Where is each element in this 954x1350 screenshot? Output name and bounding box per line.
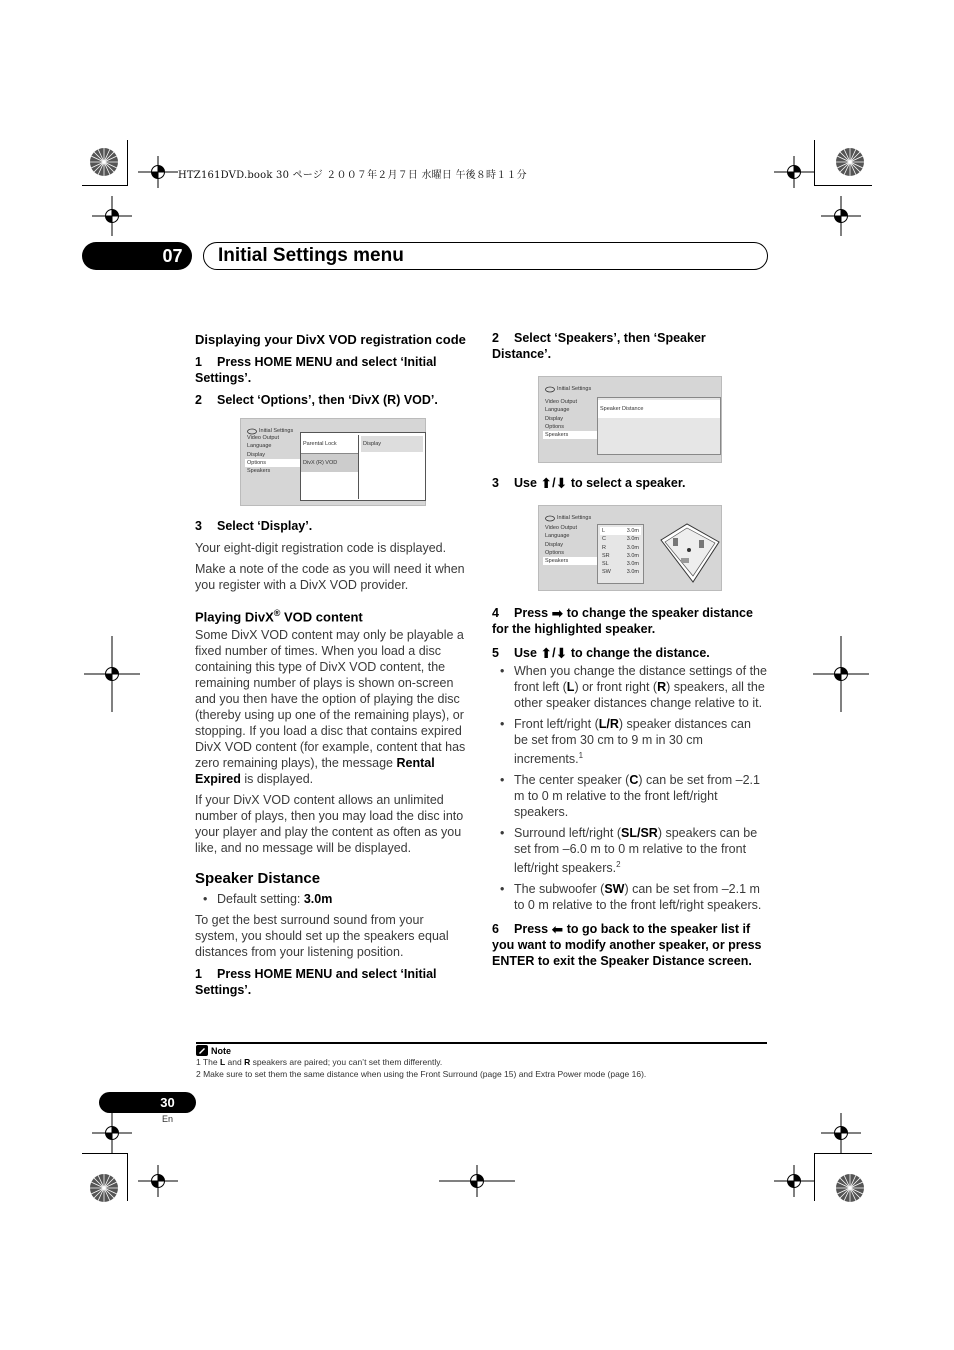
menu-item: Language [247,443,272,450]
step-text: Press HOME MENU and select ‘Initial Settings’. [195,967,437,998]
registration-mark [92,196,132,236]
key-label: L [219,1057,226,1067]
registration-mark [813,636,869,712]
key-label: SR [640,826,658,841]
speaker-distance-heading: Speaker Distance [195,870,321,888]
text: ) speakers, all the other speaker distances change relative to it. [514,680,765,710]
crop-line [814,1153,872,1154]
page-number: 30 [160,1095,175,1110]
speaker-row [600,560,641,568]
heading-text: Playing DivX [195,609,274,625]
menu-item: Language [545,407,570,414]
list-item [492,772,768,820]
speaker-row [600,568,641,576]
menu-item-selected: Speakers [543,431,601,439]
right-arrow-icon: ➡ [551,605,564,621]
screen-title: Initial Settings [557,515,592,521]
menu-item: Speakers [247,468,271,475]
text: Press [514,606,552,620]
down-arrow-icon: ⬇ [555,475,568,491]
left-arrow-icon: ⬅ [551,921,564,938]
crop-line [814,185,872,186]
step [492,645,768,661]
crop-line [814,1153,815,1201]
speaker-distance-value: 3.0m [626,536,639,543]
text: ) speaker distances can be set from 30 cm to 9 m in 30 cm increments. [514,717,751,767]
text: to go back to the speaker list if you want to modify another speaker, or press ENTER to exit the Speaker Distance screen. [492,922,762,969]
screen-panel [597,397,721,455]
note-pencil-icon [196,1045,208,1056]
speaker-distance-value: 3.0m [626,552,639,559]
paragraph [195,627,470,787]
step [492,921,768,969]
crop-line [814,140,815,186]
registration-mark [138,1165,178,1197]
key-label: R [244,1057,251,1067]
option-item: Parental Lock [301,435,358,454]
footnote-1 [196,1057,442,1067]
note-rule [196,1042,767,1044]
menu-item: Display [545,415,564,422]
registered-mark: ® [273,608,281,618]
step-number: 2 [195,393,202,407]
option-display: Display [361,436,423,452]
speaker-key: SR [602,552,610,559]
settings-screen-speaker-distance [538,505,722,591]
key-label: L [566,680,575,694]
speaker-row [600,527,641,535]
step-number: 2 [492,331,499,345]
list-item [492,716,768,767]
speaker-distance-value: 3.0m [626,528,639,534]
starburst-mark [89,1173,119,1203]
up-arrow-icon: ⬆ [540,475,553,491]
key-label: R [657,680,667,694]
key-label: R [609,717,619,731]
registration-mark [138,156,178,188]
step-text: Select ‘Speakers’, then ‘Speaker Distance’. [492,331,706,361]
registration-mark [439,1165,515,1197]
book-header: HTZ161DVD.book 30 ページ ２００７年２月７日 水曜日 午後８時１１分 [178,170,527,181]
starburst-mark [835,1173,865,1203]
text: and [225,1057,245,1067]
page-title: Initial Settings menu [218,245,404,266]
text: The center speaker ( [514,773,630,788]
step [492,605,768,637]
settings-screen-divx [240,418,426,506]
registration-mark [821,196,861,236]
step [195,518,470,534]
text: ) speakers can be set from –6.0 m to 0 m relative to the front left/right speakers. [514,826,758,876]
list-item [492,663,768,711]
step [195,392,470,408]
registration-mark [774,156,814,188]
text: to change the distance. [567,646,710,660]
speaker-list [597,524,644,584]
up-arrow-icon: ⬆ [540,645,553,661]
text: ) or front right ( [574,680,658,694]
speaker-row [600,535,641,543]
text: Surround left/right ( [514,826,621,841]
text: The subwoofer ( [514,882,605,897]
option-item-selected: Speaker Distance [598,400,720,418]
menu-item: Video Output [247,435,280,441]
page-language: En [162,1114,174,1124]
menu-item: Options [545,423,564,430]
registration-mark [821,1113,861,1153]
crop-line [127,140,128,186]
text: / [552,476,556,490]
text: speakers are paired; you can’t set them differently. [250,1057,443,1067]
menu-item-selected: Speakers [543,557,601,565]
heading-text: VOD content [280,609,363,625]
key-label: SW [604,882,625,897]
footnote-ref: 2 [616,860,621,870]
key-label: L [598,717,607,731]
screen-title: Initial Settings [259,428,294,434]
footnote-2: 2 Make sure to set them the same distance when using the Front Surround (page 15) and Extra Power mode (page 16). [196,1069,647,1079]
screen-menu [245,434,303,475]
speaker-key: R [602,544,606,551]
option-item-selected: DivX (R) VOD [301,454,358,472]
step-number: 3 [492,476,499,490]
starburst-mark [835,147,865,177]
registration-mark [92,1113,132,1153]
list-item [492,881,768,913]
default-value: 3.0m [303,892,333,907]
speaker-distance-value: 3.0m [626,544,639,551]
step-number: 5 [492,646,499,660]
disc-icon [545,386,555,393]
speaker-distance-value: 3.0m [626,569,639,576]
step-number: 6 [492,922,499,937]
left-column [195,331,470,1004]
list-item [492,825,768,876]
step-number: 1 [195,967,202,982]
step-text: Select ‘Options’, then ‘DivX (R) VOD’. [217,393,438,407]
text: / [552,646,556,660]
registration-mark [774,1165,814,1197]
step [195,354,470,386]
list-item [195,891,470,907]
note-label: Note [211,1045,231,1056]
room-diagram-icon [659,520,721,586]
settings-screen-speakers [538,376,722,463]
screen-column [301,435,359,499]
screen-title: Initial Settings [557,386,592,392]
text: is displayed. [240,772,314,787]
step [195,966,470,998]
step-number: 3 [195,519,202,533]
speaker-key: SL [602,561,609,568]
text: When you change the distance settings of the front left ( [514,664,767,694]
text: to change the speaker distance for the highlighted speaker. [492,606,753,636]
paragraph: To get the best surround sound from your system, you should set up the speakers equal distances from your listening position. [195,913,449,960]
text: / [636,826,641,841]
playing-heading [195,605,470,625]
down-arrow-icon: ⬇ [555,645,568,661]
step [492,475,768,491]
paragraph: If your DivX VOD content allows an unlimited number of plays, then you may load the disc into your player and play the content as often as you like, and no message will be displayed. [195,793,464,856]
menu-item: Options [545,549,564,556]
step [492,330,768,362]
text: Some DivX VOD content may only be playable a fixed number of times. When you load a disc containing this type of DivX VOD content, the remaining number of plays is shown on-screen and you then have the option of playing the disc (thereby using up one of the remaining plays), or stopping. If you load a disc that contains expired DivX VOD content (for example, content that has zero remaining plays), the message [195,628,466,771]
step-text: Select ‘Display’. [217,519,313,533]
chapter-number: 07 [162,246,183,266]
key-label: C [629,773,639,788]
menu-item-selected: Options [245,459,303,467]
footnote-ref: 1 [578,751,584,760]
speaker-key: C [602,536,606,543]
paragraph: Make a note of the code as you will need it when you register with a DivX VOD provider. [195,562,465,592]
text: 1 The [196,1057,220,1067]
text: ) can be set from –2.1 m to 0 m relative to the front left/right speakers. [514,882,762,913]
speaker-distance-value: 3.0m [626,561,639,568]
speaker-row [600,552,641,560]
step-number: 4 [492,606,499,620]
menu-item: Display [545,541,564,548]
crop-line [127,1153,128,1201]
text: Use [514,646,541,660]
crop-line [82,185,128,186]
step-number: 1 [195,355,202,369]
screen-menu [543,524,601,565]
menu-item: Language [545,533,570,540]
menu-item: Display [247,451,266,458]
divx-heading: Displaying your DivX VOD registration code [195,332,466,347]
text: ) can be set from –2.1 m to 0 m relative to the front left/right speakers. [514,773,760,820]
text: to select a speaker. [567,476,686,490]
speaker-row [600,544,641,552]
registration-mark [84,636,140,712]
rental-expired-message: Rental Expired [195,756,435,787]
key-label: SL [621,826,637,841]
screen-header [545,381,591,397]
default-setting-list [195,891,470,907]
distance-notes-list [492,663,768,913]
speaker-key: SW [602,569,611,576]
speaker-rows [598,525,643,579]
starburst-mark [89,147,119,177]
crop-line [82,1153,128,1154]
disc-icon [545,515,555,522]
menu-item: Video Output [545,399,578,405]
text: Default setting: [217,892,304,907]
text: / [606,717,610,731]
speaker-key: L [602,528,606,534]
text: Front left/right ( [514,717,599,731]
text: Press [514,922,552,937]
right-column [492,330,768,975]
note-heading [196,1045,231,1056]
screen-panel [300,432,426,501]
menu-item: Video Output [545,525,578,531]
paragraph: Your eight-digit registration code is displayed. [195,541,447,555]
screen-menu [543,398,601,439]
text: Use [514,476,541,490]
step-text: Press HOME MENU and select ‘Initial Settings’. [195,355,437,385]
